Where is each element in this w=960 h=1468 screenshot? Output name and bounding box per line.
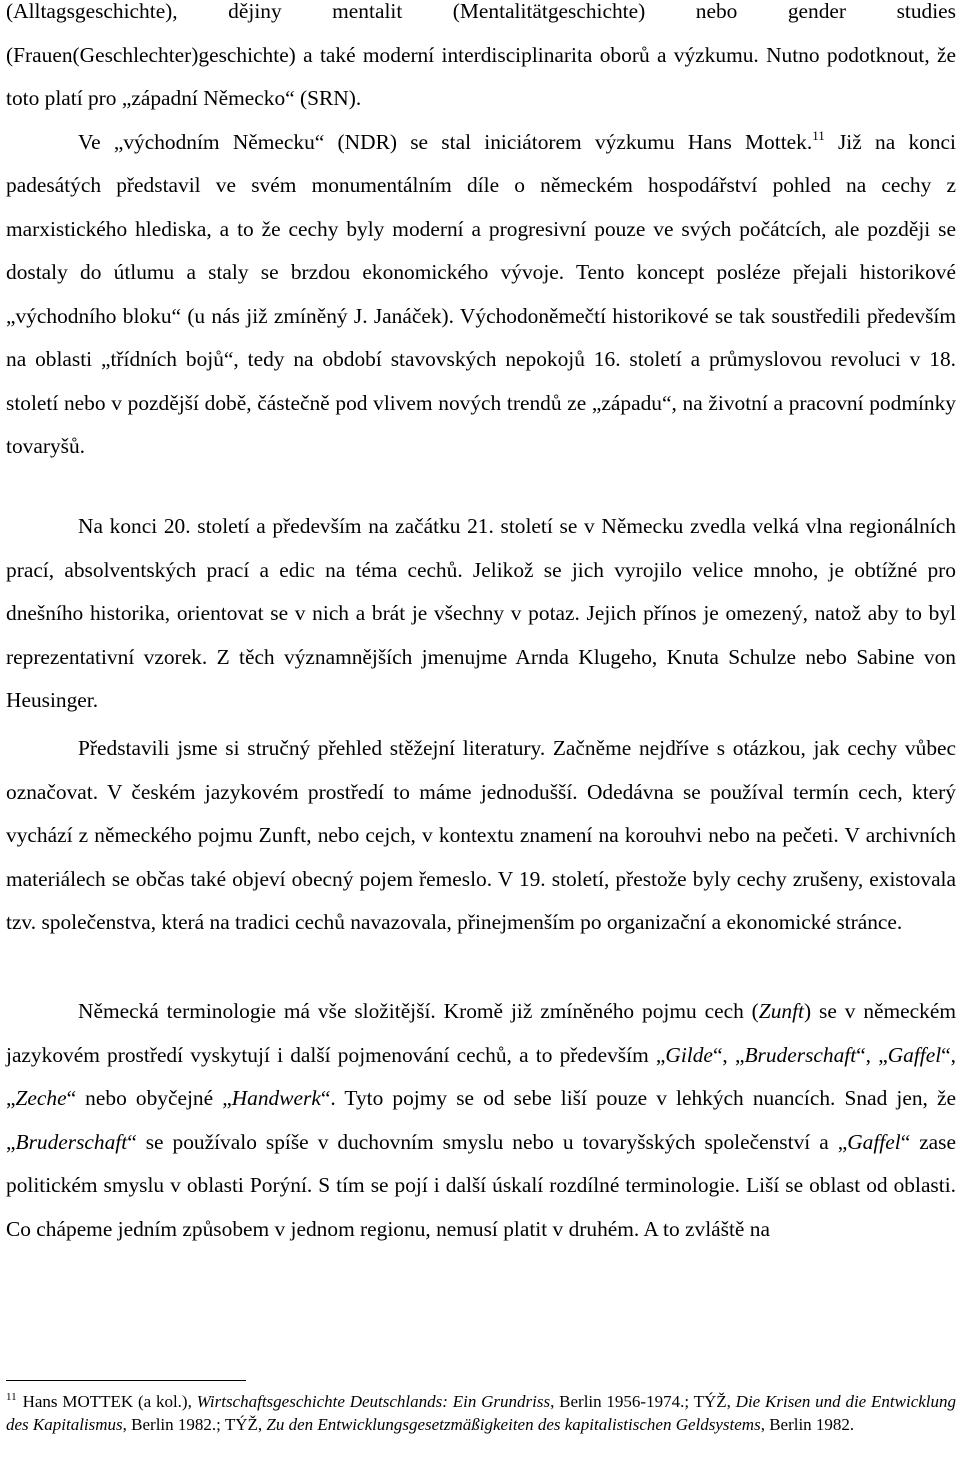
- term-gaffel: Gaffel: [887, 1042, 942, 1067]
- footnote-marker: 11: [6, 1391, 17, 1403]
- footnote-title: Wirtschaftsgeschichte Deutschlands: Ein Grundriss: [196, 1392, 551, 1411]
- term-gaffel: Gaffel: [847, 1129, 901, 1154]
- footnote-reference[interactable]: 11: [812, 127, 825, 143]
- footnote-title: Zu den Entwicklungsgesetzmäßigkeiten des kapitalistischen Geldsystems: [266, 1415, 761, 1434]
- paragraph-1-text-b: Ve „východním Německu“ (NDR) se stal iniciátorem výzkumu Hans Mottek.: [78, 129, 813, 154]
- footnote-text: , Berlin 1956-1974.; TÝŽ,: [550, 1392, 736, 1411]
- paragraph-4-text: “, „: [856, 1042, 888, 1067]
- footnote-separator: [6, 1380, 246, 1381]
- paragraph-4-text: “, „: [712, 1042, 745, 1067]
- paragraph-2: Na konci 20. století a především na začátku 21. století se v Německu zvedla velká vlna regionálních prací, absolventských prací a edic na téma cechů. Jelikož se jich vyrojilo velice mnoho, je obtížné pro dnešního historika, orientovat se v nich a brát je všechny v potaz. Jejich přínos je omezený, natož aby to byl reprezentativní vzorek. Z těch významnějších jmenujme Arnda Klugeho, Knuta Schulze nebo Sabine von Heusinger.: [6, 514, 956, 712]
- term-zunft: Zunft: [758, 999, 804, 1023]
- paragraph-3: Představili jsme si stručný přehled stěžejní literatury. Začněme nejdříve s otázkou, jak cechy vůbec označovat. V českém jazykovém prostředí to máme jednodušší. Odedávna se používal termín cech, který vychází z německého pojmu Zunft, nebo cejch, v kontextu znamení na korouhvi nebo na pečeti. V archivních materiálech se občas také objeví obecný pojem řemeslo. V 19. století, přestože byly cechy zrušeny, existovala tzv. společenstva, která na tradici cechů navazovala, přinejmenším po organizační a ekonomické stránce.: [6, 736, 956, 934]
- paragraph-4-text: “ se používalo spíše v duchovním smyslu nebo u tovaryšských společenství a „: [127, 1129, 848, 1154]
- paragraph-1-text-c: Již na konci padesátých představil ve svém monumentálním díle o německém hospodářství pohled na cechy z marxistického hlediska, a to že cechy byly moderní a progresivní pouze ve svých počátcích, ale později se dostaly do útlumu a staly se brzdou ekonomického vývoje. Tento koncept posléze přejali historikové „východního bloku“ (u nás již zmíněný J. Janáček). Východoněmečtí historikové se tak soustředili především na oblasti „třídních bojů“, tedy na období stavovských nepokojů 16. století a průmyslovou revoluci v 18. století nebo v pozdější době, částečně pod vlivem nových trendů ze „západu“, na životní a pracovní podmínky tovaryšů.: [6, 129, 956, 458]
- footnote-text: Hans MOTTEK (a kol.),: [22, 1392, 197, 1411]
- paragraph-4-text: Německá terminologie má vše složitější. Kromě již zmíněného pojmu cech (: [78, 999, 759, 1023]
- term-handwerk: Handwerk: [231, 1086, 321, 1110]
- paragraph-4-text: “. Tyto pojmy se od sebe liší pouze v lehkých nuancích. Snad jen, že „: [6, 1086, 956, 1154]
- paragraph-4-text: “, „: [6, 1042, 957, 1110]
- footnote-11: [6, 1390, 956, 1436]
- paragraph-4-text: “ zase politickém smyslu v oblasti Porýní. S tím se pojí i další úskalí rozdílné terminologie. Liší se oblast od oblasti. Co chápeme jedním způsobem v jednom regionu, nemusí platit v druhém. A to zvláště na: [6, 1129, 956, 1241]
- footnote-title: Die Krisen und die Entwicklung des Kapitalismus: [6, 1392, 957, 1434]
- paragraph-4: [6, 990, 956, 1251]
- term-bruderschaft: Bruderschaft: [15, 1129, 128, 1154]
- footnote-text: , Berlin 1982.: [760, 1415, 855, 1434]
- paragraph-4-text: ) se v německém jazykovém prostředí vyskytují i další pojmenování cechů, a to především „: [6, 999, 956, 1067]
- term-bruderschaft: Bruderschaft: [744, 1042, 857, 1067]
- term-gilde: Gilde: [665, 1042, 713, 1067]
- paragraph-1: [6, 0, 956, 469]
- paragraph-4-text: “ nebo obyčejné „: [66, 1086, 232, 1110]
- term-zeche: Zeche: [15, 1086, 67, 1110]
- footnote-text: , Berlin 1982.; TÝŽ,: [122, 1415, 267, 1434]
- paragraph-1-text-a: (Alltagsgeschichte), dějiny mentalit (Mentalitätgeschichte) nebo gender studies (Frauen(Geschlechter)geschichte) a také moderní interdisciplinarita oborů a výzkumu. Nutno podotknout, že toto platí pro „západní Německo“ (SRN).: [6, 0, 956, 110]
